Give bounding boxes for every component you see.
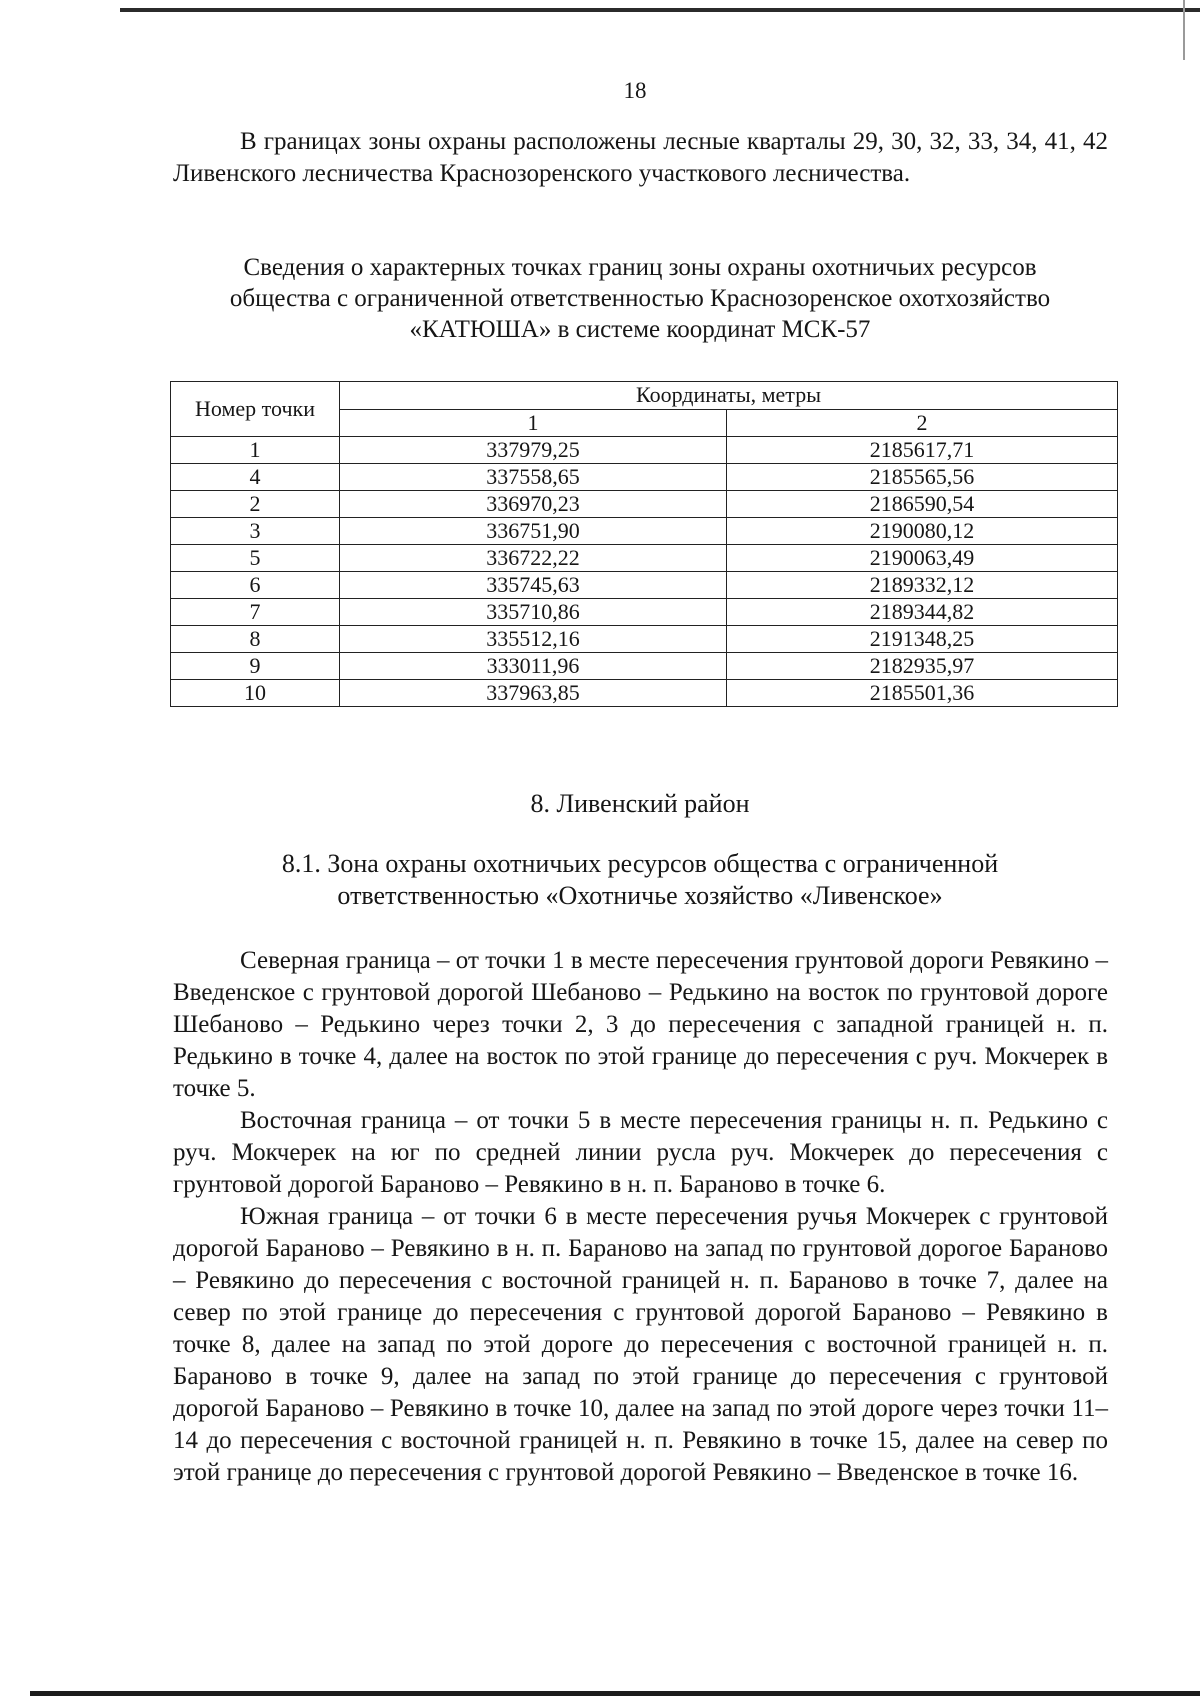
scan-top-edge [120,8,1200,12]
cell-point-number: 2 [171,491,340,518]
cell-coordinate-1: 336751,90 [340,518,727,545]
header-col-2: 2 [727,409,1118,437]
cell-coordinate-2: 2185501,36 [727,680,1118,707]
intro-paragraph: В границах зоны охраны расположены лесные кварталы 29, 30, 32, 33, 34, 41, 42 Ливенского лесничества Краснозоренского участкового лесничества. [173,128,1108,187]
table-row [171,653,1118,680]
scan-right-edge [1183,0,1185,60]
cell-coordinate-2: 2191348,25 [727,626,1118,653]
table-row [171,437,1118,464]
south-boundary-paragraph: Южная граница – от точки 6 в месте пересечения ручья Мокчерек с грунтовой дорогой Бараново – Ревякино в н. п. Бараново на запад по грунтовой дорогое Бараново – Ревякино до пересечения с восточной границей н. п. Бараново в точке 7, далее на север по этой границе до пересечения с грунтовой дорогой Бараново – Ревякино в точке 8, далее на запад по этой дороге до пересечения с восточной границей н. п. Бараново в точке 9, далее на запад по этой границе до пересечения с грунтовой дорогой Бараново – Ревякино в точке 10, далее на запад по этой дороге через точки 11–14 до пересечения с восточной границей н. п. Ревякино в точке 15, далее на север по этой границе до пересечения с грунтовой дорогой Ревякино – Введенское в точке 16. [173,1203,1108,1486]
cell-coordinate-2: 2185617,71 [727,437,1118,464]
cell-coordinate-2: 2190080,12 [727,518,1118,545]
section-heading: 8. Ливенский район [530,789,750,818]
cell-coordinate-1: 336722,22 [340,545,727,572]
east-boundary-paragraph: Восточная граница – от точки 5 в месте пересечения границы н. п. Редькино с руч. Мокчерек на юг по средней линии русла руч. Мокчерек до пересечения с грунтовой дорогой Бараново – Ревякино в н. п. Бараново в точке 6. [173,1107,1108,1198]
table-row [171,599,1118,626]
cell-point-number: 5 [171,545,340,572]
cell-point-number: 1 [171,437,340,464]
table-header-row [171,382,1118,410]
cell-point-number: 8 [171,626,340,653]
table-row [171,545,1118,572]
cell-coordinate-2: 2186590,54 [727,491,1118,518]
cell-coordinate-2: 2185565,56 [727,464,1118,491]
subsection-heading [160,848,1120,912]
table-caption-line: «КАТЮША» в системе координат МСК-57 [409,316,871,343]
table-row [171,626,1118,653]
cell-point-number: 10 [171,680,340,707]
cell-coordinate-2: 2189344,82 [727,599,1118,626]
cell-point-number: 3 [171,518,340,545]
table-row [171,518,1118,545]
cell-coordinate-1: 335512,16 [340,626,727,653]
scan-bottom-edge [30,1691,1200,1696]
subsection-heading-line: 8.1. Зона охраны охотничьих ресурсов общества с ограниченной [281,849,999,878]
page-number: 18 [623,78,647,103]
north-boundary-paragraph: Северная граница – от точки 1 в месте пересечения грунтовой дороги Ревякино – Введенское с грунтовой дорогой Шебаново – Редькино на восток по грунтовой дороге Шебаново – Редькино через точки 2, 3 до пересечения с западной границей н. п. Редькино в точке 4, далее на восток по этой границе до пересечения с руч. Мокчерек в точке 5. [173,947,1108,1102]
coordinates-table [170,381,1118,707]
table-row [171,491,1118,518]
cell-point-number: 6 [171,572,340,599]
cell-coordinate-1: 335745,63 [340,572,727,599]
cell-coordinate-2: 2189332,12 [727,572,1118,599]
cell-coordinate-1: 333011,96 [340,653,727,680]
subsection-heading-line: ответственностью «Охотничье хозяйство «Ливенское» [337,881,943,910]
cell-point-number: 4 [171,464,340,491]
table-caption [160,252,1120,345]
header-point-number: Номер точки [171,382,340,437]
cell-coordinate-2: 2190063,49 [727,545,1118,572]
cell-coordinate-2: 2182935,97 [727,653,1118,680]
header-coordinates: Координаты, метры [340,382,1118,410]
table-caption-line: Сведения о характерных точках границ зоны охраны охотничьих ресурсов [243,254,1037,281]
table-row [171,464,1118,491]
header-col-1: 1 [340,409,727,437]
cell-coordinate-1: 336970,23 [340,491,727,518]
cell-coordinate-1: 337963,85 [340,680,727,707]
cell-point-number: 9 [171,653,340,680]
table-row [171,680,1118,707]
cell-coordinate-1: 335710,86 [340,599,727,626]
cell-point-number: 7 [171,599,340,626]
cell-coordinate-1: 337558,65 [340,464,727,491]
cell-coordinate-1: 337979,25 [340,437,727,464]
table-row [171,572,1118,599]
table-caption-line: общества с ограниченной ответственностью Краснозоренское охотхозяйство [229,285,1051,312]
